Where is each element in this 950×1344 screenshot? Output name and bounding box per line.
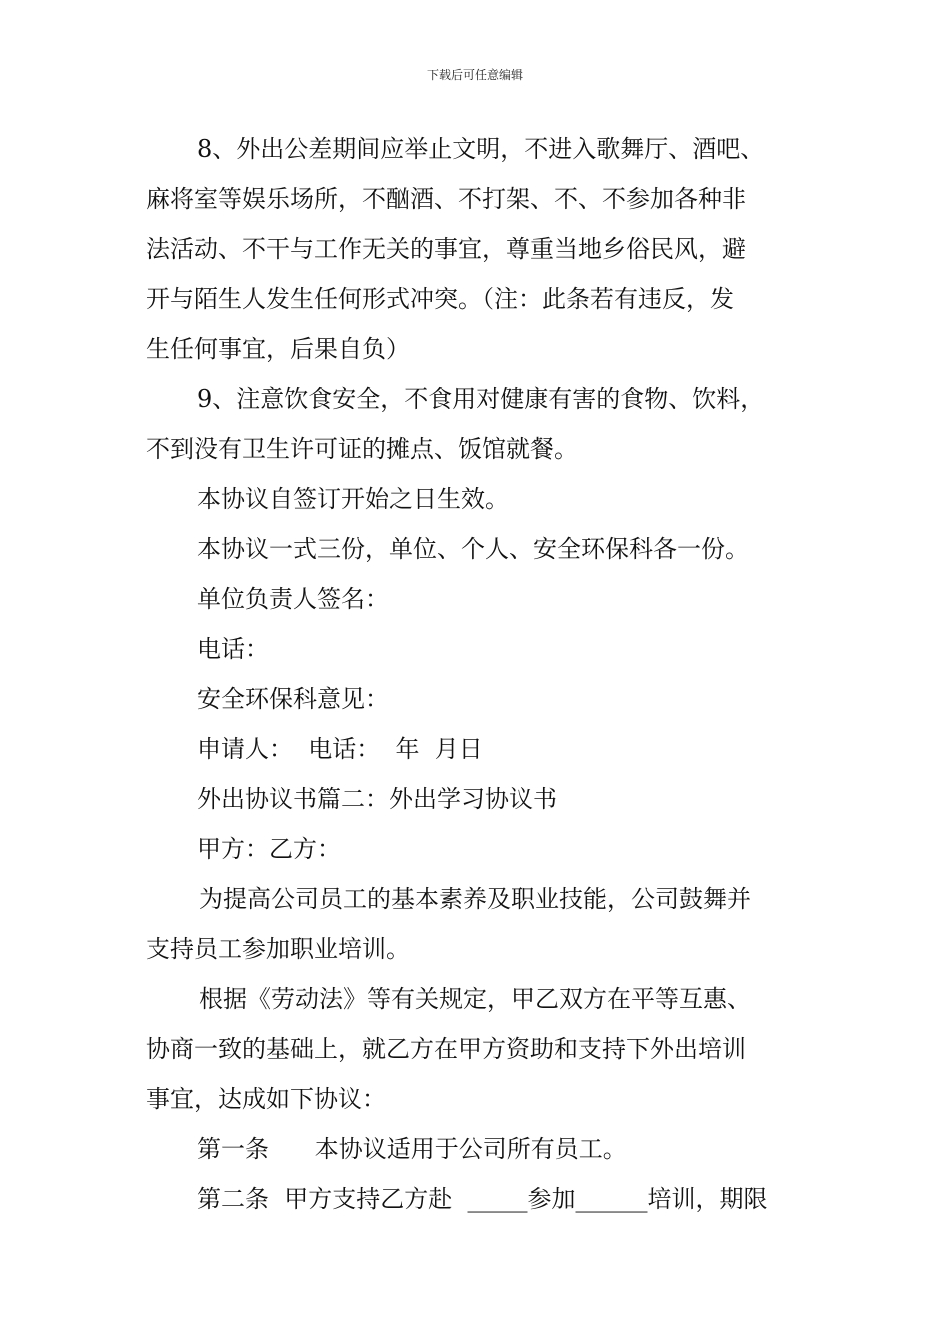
paragraph-line: 事宜，达成如下协议： [146,1085,386,1113]
applicant-line: 申请人： 电话： 年 月日 [197,735,483,763]
article-line: 第二条 甲方支持乙方赴 _____参加______培训，期限 [197,1185,768,1213]
paragraph-line: 支持员工参加职业培训。 [146,935,410,963]
paragraph-line: 生任何事宜，后果自负） [146,335,410,363]
signature-line: 单位负责人签名： [197,585,389,613]
phone-line: 电话： [197,635,269,663]
paragraph-line: 8、外出公差期间应举止文明，不进入歌舞厅、酒吧、 [197,135,765,163]
paragraph-line: 根据《劳动法》等有关规定，甲乙双方在平等互惠、 [199,985,751,1013]
paragraph-line: 法活动、不干与工作无关的事宜，尊重当地乡俗民风，避 [146,235,746,263]
paragraph-line: 开与陌生人发生任何形式冲突。（注：此条若有违反，发 [146,285,734,313]
parties-line: 甲方：乙方： [197,835,341,863]
paragraph-line: 本协议自签订开始之日生效。 [197,485,509,513]
opinion-line: 安全环保科意见： [197,685,389,713]
section-heading: 外出协议书篇二：外出学习协议书 [197,785,557,813]
paragraph-line: 本协议一式三份，单位、个人、安全环保科各一份。 [197,535,749,563]
paragraph-line: 为提高公司员工的基本素养及职业技能，公司鼓舞并 [199,885,751,913]
paragraph-line: 协商一致的基础上，就乙方在甲方资助和支持下外出培训 [146,1035,746,1063]
article-line: 第一条 本协议适用于公司所有员工。 [197,1135,627,1163]
paragraph-line: 不到没有卫生许可证的摊点、饭馆就餐。 [146,435,578,463]
paragraph-line: 麻将室等娱乐场所，不酗酒、不打架、不、不参加各种非 [146,185,746,213]
page-header: 下载后可任意编辑 [426,68,523,82]
paragraph-line: 9、注意饮食安全，不食用对健康有害的食物、饮料， [197,385,765,413]
